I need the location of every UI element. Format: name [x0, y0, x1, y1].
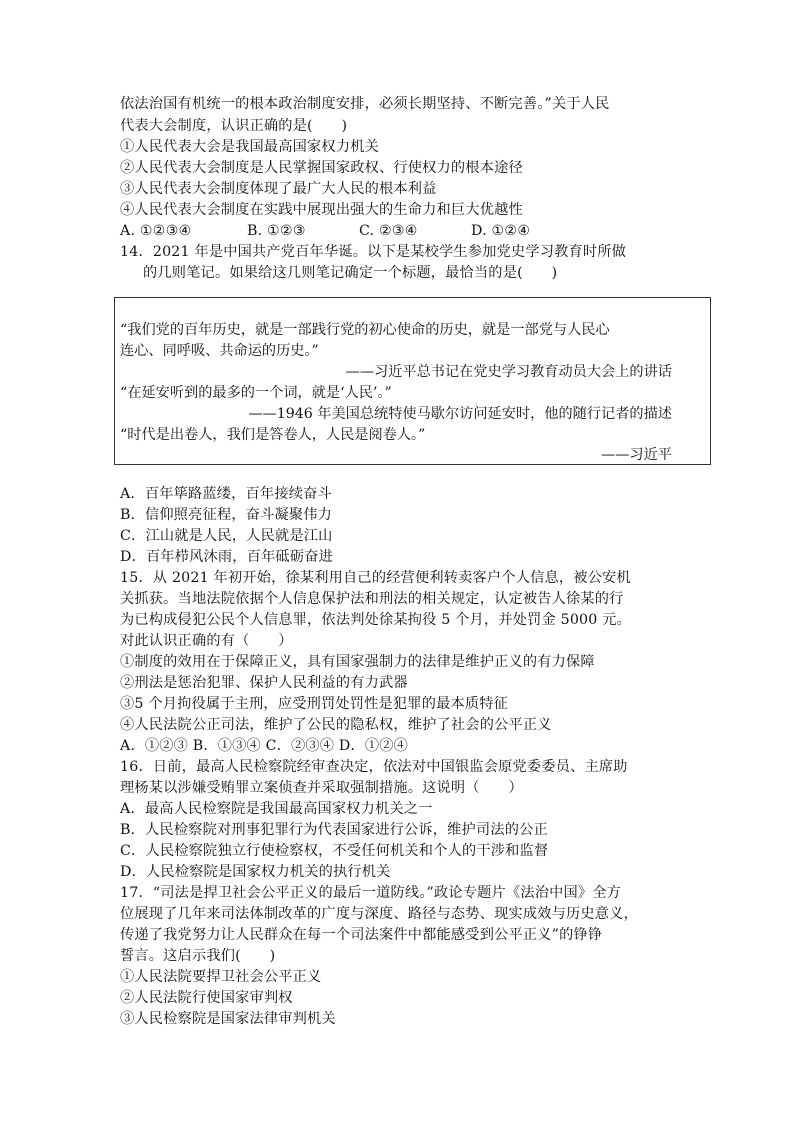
- q17-item-1: ①人民法院要捍卫社会公平正义: [120, 969, 322, 985]
- q15-stem-line1: 15．从 2021 年初开始，徐某利用自己的经营便利转卖客户个人信息，被公安机: [120, 570, 631, 586]
- q14-stem-line1: 14．2021 年是中国共产党百年华诞。以下是某校学生参加党史学习教育时所做: [120, 244, 627, 260]
- quote3-source: ——习近平: [601, 447, 672, 463]
- q13-option-b: B. ①②③: [247, 223, 306, 239]
- quote1-line2: 连心、同呼吸、共命运的历史。”: [120, 343, 319, 359]
- q15-item-1: ①制度的效用在于保障正义，具有国家强制力的法律是维护正义的有力保障: [120, 654, 595, 670]
- q14-option-c: C．江山就是人民，人民就是江山: [120, 528, 333, 544]
- q13-option-d: D. ①②④: [471, 223, 531, 239]
- q15-item-2: ②刑法是惩治犯罪、保护人民利益的有力武器: [120, 675, 408, 691]
- q17-item-2: ②人民法院行使国家审判权: [120, 990, 293, 1006]
- q16-stem-line2: 理杨某以涉嫌受贿罪立案侦查并采取强制措施。这说明（ ）: [120, 780, 523, 796]
- q15-stem-line4: 对此认识正确的有（ ）: [120, 633, 293, 649]
- quote2-text: “在延安听到的最多的一个词，就是‘人民’。”: [120, 385, 392, 401]
- q16-option-d: D．人民检察院是国家权力机关的执行机关: [120, 864, 391, 880]
- q13-item-2: ②人民代表大会制度是人民掌握国家政权、行使权力的根本途径: [120, 160, 523, 176]
- q15-item-4: ④人民法院公正司法，维护了公民的隐私权，维护了社会的公平正义: [120, 717, 552, 733]
- quote3-text: “时代是出卷人，我们是答卷人，人民是阅卷人。”: [120, 427, 426, 443]
- quote2-source: ——1946 年美国总统特使马歇尔访问延安时，他的随行记者的描述: [248, 406, 672, 422]
- q13-stem-line2: 代表大会制度，认识正确的是( ): [120, 118, 348, 134]
- q15-stem-line2: 关抓获。当地法院依据个人信息保护法和刑法的相关规定，认定被告人徐某的行: [120, 591, 624, 607]
- q17-stem-line4: 誓言。这启示我们( ): [120, 948, 276, 964]
- q14-stem-line2: 的几则笔记。如果给这几则笔记确定一个标题，最恰当的是( ): [143, 265, 558, 281]
- q13-item-4: ④人民代表大会制度在实践中展现出强大的生命力和巨大优越性: [120, 202, 523, 218]
- q16-option-c: C．人民检察院独立行使检察权，不受任何机关和个人的干涉和监督: [120, 843, 549, 859]
- q14-option-d: D．百年栉风沐雨，百年砥砺奋进: [120, 549, 334, 565]
- q13-item-3: ③人民代表大会制度体现了最广大人民的根本利益: [120, 181, 437, 197]
- q17-stem-line1: 17．“司法是捍卫社会公平正义的最后一道防线。”政论专题片《法治中国》全方: [120, 885, 622, 901]
- q15-options: A．①②③ B．①③④ C．②③④ D．①②④: [120, 738, 409, 754]
- q13-options: [120, 221, 680, 242]
- q17-item-3: ③人民检察院是国家法律审判机关: [120, 1011, 336, 1027]
- q17-stem-line3: 传递了我党努力让人民群众在每一个司法案件中都能感受到公平正义”的铮铮: [120, 927, 603, 943]
- q13-stem-line1: 依法治国有机统一的根本政治制度安排，必须长期坚持、不断完善。”关于人民: [120, 96, 610, 112]
- q13-option-c: C. ②③④: [359, 223, 418, 239]
- q15-item-3: ③5 个月拘役属于主刑，应受刑罚处罚性是犯罪的最本质特征: [120, 696, 509, 712]
- q14-option-b: B．信仰照亮征程，奋斗凝聚伟力: [120, 507, 333, 523]
- quote1-source: ——习近平总书记在党史学习教育动员大会上的讲话: [345, 364, 672, 380]
- q13-item-1: ①人民代表大会是我国最高国家权力机关: [120, 139, 379, 155]
- quote1-line1: “我们党的百年历史，就是一部践行党的初心使命的历史，就是一部党与人民心: [120, 322, 610, 338]
- q13-option-a: A. ①②③④: [120, 223, 192, 239]
- q14-option-a: A．百年筚路蓝缕，百年接续奋斗: [120, 486, 332, 502]
- q15-stem-line3: 为已构成侵犯公民个人信息罪，依法判处徐某拘役 5 个月，并处罚金 5000 元。: [120, 612, 631, 628]
- q17-stem-line2: 位展现了几年来司法体制改革的广度与深度、路径与态势、现实成效与历史意义，: [120, 906, 638, 922]
- q16-option-a: A．最高人民检察院是我国最高国家权力机关之一: [120, 801, 433, 817]
- q16-option-b: B．人民检察院对刑事犯罪行为代表国家进行公诉，维护司法的公正: [120, 822, 548, 838]
- q16-stem-line1: 16．日前，最高人民检察院经审查决定，依法对中国银监会原党委委员、主席助: [120, 759, 628, 775]
